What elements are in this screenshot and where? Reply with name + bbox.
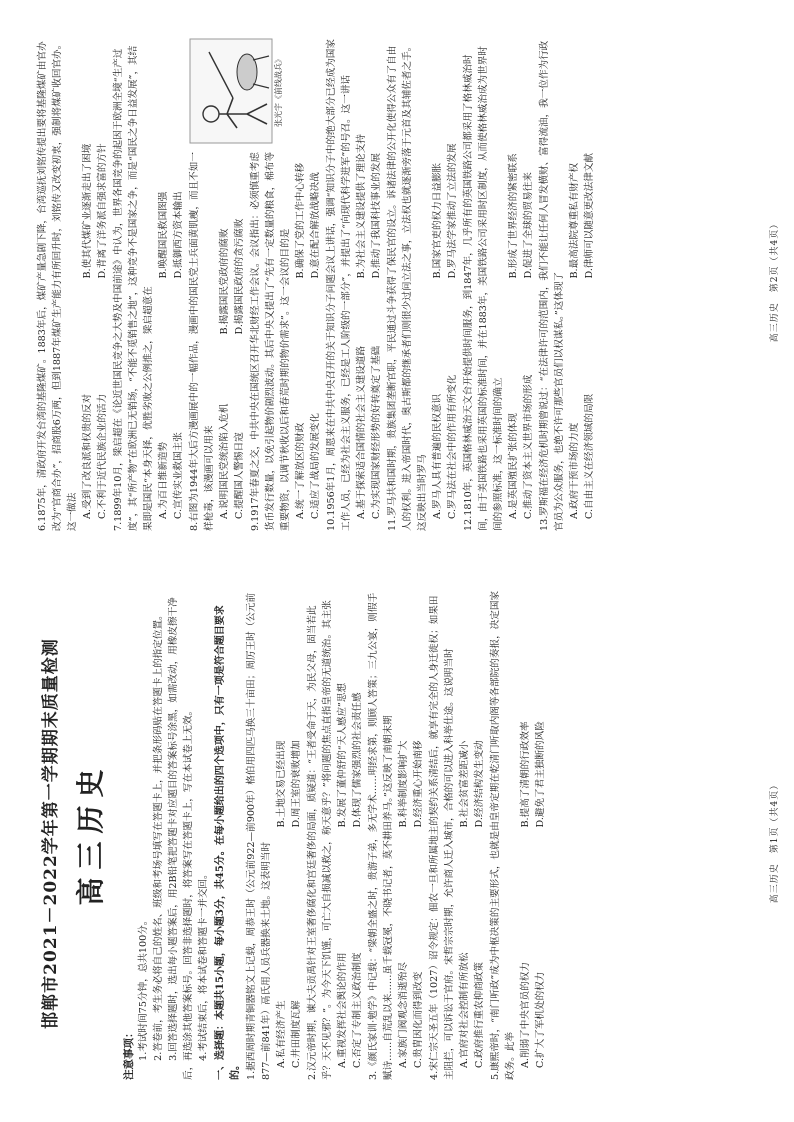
question xyxy=(111,38,186,531)
note-item: 2.答卷前，考生务必将自己的姓名、班级和考场号填写在答题卡上，并把条形码贴在答题卡上的指定位置。 xyxy=(153,610,164,1061)
answer-option: D.罗马法学家推动了立法的发展 xyxy=(447,143,458,279)
options-grid xyxy=(430,38,460,531)
question-stem: 11.罗马共和国时期，贵族集团垄断官职，平民通过斗争获得了保民官的设立。诉诸法律的公开化使得公众有了自由人的权利。进入帝国时代，奥古斯都的继承者们则很少过问立法之事，立法权也就逐渐旁落于元首及其辅佐者之手。这反映出当时罗马 xyxy=(387,41,428,531)
answer-option: D.背离了洋务派自强求富的方针 xyxy=(97,143,108,279)
answer-option: C.井田制度瓦解 xyxy=(291,1000,302,1068)
answer-option: B.揭露国民党政府的腐败 xyxy=(219,228,230,335)
answer-option: C.提醒国人警惕日寇 xyxy=(234,432,245,519)
answer-option: A.为百日维新造势 xyxy=(158,441,169,519)
answer-option: A.家族门阀观念消逝殆尽 xyxy=(398,962,409,1068)
answer-option: B.为社会主义建设提供了理论支持 xyxy=(356,134,367,279)
answer-option: A.统一了解放区的财政 xyxy=(295,422,306,519)
answer-option: D.律师可以随意更改法律文献 xyxy=(584,152,595,279)
question-stem: 8.右图为1944年大后方漫画展中的一幅作品，漫画中的国民党士兵面黄肌瘦，而且不如一样枪毒，该漫画可以用来 xyxy=(189,152,215,531)
question-stem: 9.1917年春夏之交，中共中央在国统区召开华北财经工作会议。会议指出：必须慎重考虑货币发行数量，以免引起物价剧烈波动。其后中央又提出了“先有一定数量的粮食，棉布等重要物资，以调节秋收以后和春荒时期的物价需求”。这一会议的目的是 xyxy=(250,151,291,531)
answer-option: D.抵御西方资本输出 xyxy=(173,191,184,279)
answer-option: A.受到了改良派和权贵的反对 xyxy=(82,393,93,519)
exam-page-1 xyxy=(0,561,794,1122)
answer-option: D.周王室的衰败增加 xyxy=(291,740,302,828)
answer-option: C.自由主义在经济领域的局限 xyxy=(584,393,595,519)
notes-block xyxy=(121,587,211,1080)
answer-option: C.贵胄因化而得到改变 xyxy=(413,971,424,1068)
answer-option: D.体现了儒家强烈的社会责任感 xyxy=(352,692,363,828)
question-list-page-2 xyxy=(35,38,597,531)
answer-option: A.私有经济产生 xyxy=(276,1000,287,1068)
options-grid xyxy=(274,587,304,1080)
answer-option: D.推动了我国科技事业的发展 xyxy=(371,152,382,279)
cartoon-figure xyxy=(189,38,289,144)
answer-option: C.为实现国家财经形势的好转奠定了基础 xyxy=(371,345,382,519)
answer-option: D.揭露国民政府的贪污腐败 xyxy=(234,218,245,335)
cartoon-illustration xyxy=(189,38,273,144)
question-stem: 1.据西周时期青铜器铭文上记载，周恭王时（公元前922—前900年）格伯用四匹马换三十亩田；周厉王时（公元前877—前841年）鬲氏用人员兵器换来土地。这表明当时 xyxy=(246,592,272,1080)
answer-option: D.促进了全球的贸易往来 xyxy=(523,172,534,279)
question xyxy=(366,587,426,1080)
answer-option: B.提高了清朝的行政效率 xyxy=(520,721,531,828)
options-grid xyxy=(335,587,365,1080)
question xyxy=(305,587,365,1080)
notes-title: 注意事项： xyxy=(123,1027,135,1080)
answer-option: B.社会贫富差距减小 xyxy=(459,740,470,828)
question xyxy=(244,587,304,1080)
answer-option: C.政府推行重农抑商政策 xyxy=(474,962,485,1068)
note-item: 4.考试结束后，将本试卷和答题卡一并交回。 xyxy=(198,869,209,1061)
question-stem: 13.罗斯福在经济危机时期曾说过：“在法律许可的范围内，我们不能让任何人冒发横财、富得流油，我一位作为行政官员为公众服务，也绝不许可那些官员们以权谋私。”这体现了 xyxy=(539,40,565,531)
options-grid xyxy=(567,38,597,531)
question xyxy=(35,38,110,531)
question-stem: 3.《颜氏家训·勉学》中记载：“梁朝全盛之时，贵游子弟，多无学术……明经求第，则顾人答策；三九公宴，则假手赋诗……自荒乱以来……虽千载冠冕，不晓书记者，莫不耕田养马。”这反映了南朝末期 xyxy=(368,592,394,1080)
question xyxy=(385,38,460,531)
question xyxy=(488,587,548,1080)
options-grid xyxy=(293,38,323,531)
answer-option: B.唤醒国民救国图强 xyxy=(158,191,169,279)
answer-option: C.适应了战局的发展变化 xyxy=(310,413,321,519)
answer-option: D.意在配合解放战略决战 xyxy=(310,172,321,279)
answer-option: A.说明国民党统治陷入危机 xyxy=(219,403,230,519)
question-stem: 10.1956年1月，周恩来在中共中央召开的关于知识分子问题会议上讲话，强调“知识分子中的绝大部分已经成为国家工作人员，已经为社会主义服务，已经是工人阶级的一部分”，并提出了“向现代科学进军”的号召。这一讲话 xyxy=(326,39,352,531)
answer-option: C.否定了专制主义政治制度 xyxy=(352,952,363,1068)
options-grid xyxy=(396,587,426,1080)
answer-option: D.经济结构发生变动 xyxy=(474,740,485,828)
question-list-page-1 xyxy=(244,587,548,1080)
answer-option: B.科举制度影响扩大 xyxy=(398,740,409,828)
answer-option: D.经济重心开始南移 xyxy=(413,740,424,828)
exam-title: 邯郸市2021－2022学年第一学期期末质量检测 xyxy=(41,638,61,1029)
answer-option: B.土地交易已经出现 xyxy=(276,740,287,828)
options-grid xyxy=(217,150,247,531)
question-stem: 7.1899年10月，梁启超在《论近世国民竞争之大势及中国前途》中认为，世界各国竞争的起因于欧洲全境“生产过度”，其“所产物”在欧洲已无销场，“不能不觅销售之地”，这种竞争不是国家之争，而是“国民之争日益发展”，其结果即是国民“本身天择，优胜劣败之公例推之，梁启超意在 xyxy=(113,45,154,531)
answer-option: D.避免了君主独断的风险 xyxy=(535,721,546,828)
question-stem: 12.1810年，英国格林威治天文台开始提供时间服务，到1847年，几乎所有的英国铁路公司都采用了格林威治时间，由于美国铁路也采用英国的标准时间，并在1883年，美国铁路公司采用时区制度，从而使格林威治成为世界时间的参照标准，这一标准时间的确立 xyxy=(463,46,504,531)
question-stem: 4.宋仁宗天圣五年（1027）诏令规定：佃农一旦和所属地主的契约关系清结后，就享有完全的人身迁徙权；如果田主阻拦，可以诉讼于官府。宋哲宗宗时期，允许商人迁入城市，合格的可以进入科举仕途。这说明当时 xyxy=(429,595,455,1080)
options-grid xyxy=(156,38,186,531)
question xyxy=(324,38,384,531)
question xyxy=(461,38,536,531)
answer-option: A.官府对社会控制有所放松 xyxy=(459,952,470,1068)
options-grid xyxy=(518,587,548,1080)
answer-option: C.宣传实业救国主张 xyxy=(173,432,184,519)
options-grid xyxy=(354,38,384,531)
answer-option: A.罗马人具有普遍的民权意识 xyxy=(432,393,443,519)
answer-option: B.发展了董仲舒的“天人感应”思想 xyxy=(337,682,348,828)
page-footer: 高三历史 第1页（共4页） xyxy=(770,779,780,904)
question-stem: 5.康熙帝时，“南门听政”成为中枢决策的主要形式，也就是由皇帝定期在乾清门听取内阁等各部院的奏报，决定国家政务。此举 xyxy=(490,590,516,1080)
question-stem: 6.1875年，清政府开发台湾的基隆煤矿。1883年后，煤矿产量急剧下降，台湾巡抚刘铭传提出要将基隆煤矿由官办改为“官商合办”，招商股6万两，但到1887年煤矿生产能力有所回升时，刘铭传又改变初衷，强制将煤矿收回官办。这一做法 xyxy=(37,39,78,531)
answer-option: A.削弱了中央官员的权力 xyxy=(520,962,531,1068)
answer-option: C.推动了资本主义世界市场的形成 xyxy=(523,374,534,519)
answer-option: B.国家官吏的权力日益膨胀 xyxy=(432,162,443,279)
section-heading: 一、选择题：本题共15小题，每小题3分，共45分。在每小题给出的四个选项中，只有一项是符合题目要求的。 xyxy=(215,605,241,1080)
options-grid xyxy=(80,38,110,531)
question xyxy=(537,38,597,531)
answer-option: C.不利于近代民族企业的活力 xyxy=(97,393,108,519)
answer-option: A.基于探索适合国情的社会主义建设道路 xyxy=(356,345,367,519)
answer-option: B.最高法院尊重私有财产权 xyxy=(569,162,580,279)
answer-option: C.罗马法在社会中的作用有所变化 xyxy=(447,374,458,519)
question xyxy=(427,587,487,1080)
answer-option: B.形成了世界经济的紧密联系 xyxy=(508,153,519,279)
note-item: 1.考试时间75分钟，总共100分。 xyxy=(138,915,149,1061)
exam-subject: 高三历史 xyxy=(74,761,107,906)
answer-option: B.使其代煤矿业逐渐走出了困境 xyxy=(82,143,93,279)
answer-option: A.是英国殖民扩张的体现 xyxy=(508,413,519,519)
options-grid xyxy=(457,587,487,1080)
answer-option: A.政府干预市场的力度 xyxy=(569,422,580,519)
figure-caption: 张光宇《前线战兵》 xyxy=(274,55,283,127)
answer-option: A.重视发挥社会舆论的作用 xyxy=(337,952,348,1068)
question-stem: 2.汉元帝时期，谏大夫贡禹针对王室奢侈腐化和宫廷奢侈的局面，质疑道：“王者受命于天，为民父母，固当若此乎？天不见邪？”。为今天下饥馑，可亡大自损减以救之，称天意乎？”将问题的焦点直指皇帝的无道统治。其主张 xyxy=(307,600,333,1080)
answer-option: C.扩大了军机处的权力 xyxy=(535,971,546,1068)
page-footer: 高三历史 第2页（共4页） xyxy=(770,218,780,343)
note-item: 3.回答选择题时，选出每小题答案后，用2B铅笔把答题卡对应题目的答案标号涂黑，如需改动，用橡皮擦干净后，再选涂其他答案标号。回答非选择题时，将答案写在答题卡上，写在本试卷上无效。 xyxy=(168,597,194,1080)
answer-option: B.确保了党的工作中心转移 xyxy=(295,162,306,279)
options-grid xyxy=(506,38,536,531)
